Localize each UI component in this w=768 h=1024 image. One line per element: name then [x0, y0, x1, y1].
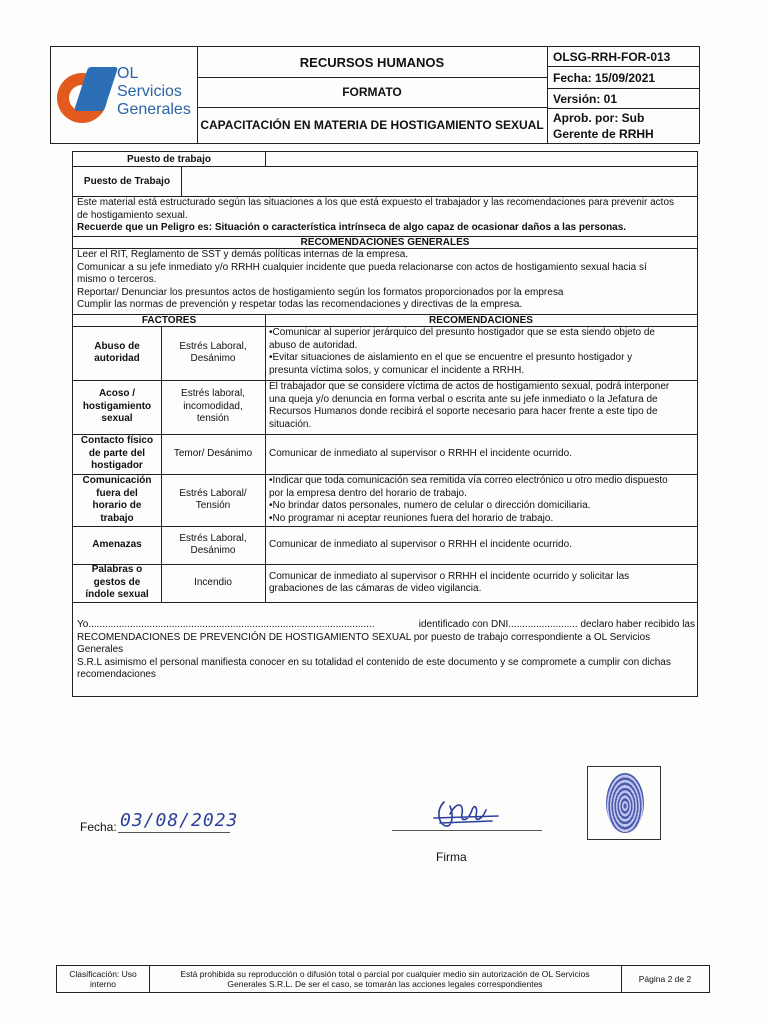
- effect-cell: Estrés laboral, incomodidad, tensión: [181, 388, 245, 425]
- general-recommendations-header: RECOMENDACIONES GENERALES: [300, 236, 470, 248]
- logo-text: [117, 65, 191, 119]
- fecha-handwritten[interactable]: 03/08/2023: [120, 810, 239, 831]
- header-meta: [547, 47, 699, 143]
- doc-date: Fecha: 15/09/2021: [547, 67, 699, 89]
- factor-cell: Acoso / hostigamiento sexual: [82, 388, 152, 425]
- puesto-label: Puesto de Trabajo: [83, 175, 171, 187]
- fecha-label: Fecha:: [80, 820, 117, 834]
- classification-cell: Clasificación: Uso interno: [69, 969, 137, 989]
- effect-cell: Estrés Laboral, Desánimo: [179, 340, 247, 364]
- doc-code: OLSG-RRH-FOR-013: [547, 47, 699, 67]
- firma-label: Firma: [436, 850, 467, 864]
- logo-text-line: Servicios: [117, 83, 182, 100]
- recommendation-bullet: • Comunicar al superior jerárquico del presunto hostigador que se esta siendo objeto de abuso de autoridad.: [269, 327, 695, 352]
- recommendation-cell: Comunicar de inmediato al supervisor o RRHH el incidente ocurrido.: [269, 538, 572, 550]
- thumbprint-box: [587, 766, 661, 840]
- hazard-definition: Recuerde que un Peligro es: Situación o característica intrínseca de algo capaz de ocasionar daños a las personas.: [77, 222, 627, 233]
- department-title: RECURSOS HUMANOS: [197, 47, 547, 78]
- logo-text-line: OL: [117, 65, 139, 82]
- fecha-underline: [118, 832, 230, 833]
- handwritten-signature-icon: [430, 796, 502, 834]
- general-line: mismo o terceros.: [77, 274, 157, 285]
- header-center: [197, 47, 548, 143]
- recommendation-bullet: • No brindar datos personales, numero de celular o dirección domiciliaria.: [269, 500, 695, 513]
- general-line: Leer el RIT, Reglamento de SST y demás políticas internas de la empresa.: [77, 249, 409, 260]
- page-number: Página 2 de 2: [638, 974, 692, 984]
- intro-text: [77, 197, 695, 235]
- factor-cell: Amenazas: [92, 538, 142, 550]
- puesto-header: Puesto de trabajo: [127, 153, 211, 165]
- recommendation-cell: [269, 327, 695, 377]
- recommendation-bullet: • Indicar que toda comunicación sea remitida vía correo electrónico u otro medio dispuesto por la empresa dentro del horario de trabajo.: [269, 475, 695, 500]
- recommendation-cell: Comunicar de inmediato al supervisor o RRHH el incidente ocurrido y solicitar las grabaciones de las cámaras de video vigilancia.: [269, 570, 630, 594]
- factor-cell: Palabras o gestos de índole sexual: [85, 564, 149, 601]
- recommendation-cell: El trabajador que se considere víctima de actos de hostigamiento sexual, podrá interponer una queja y/o denuncia en forma verbal o escrita ante su jefe inmediato o la Jefatura de Recursos Humanos donde recibirá el soporte necesario para hacer frente a este tipo de situación.: [269, 381, 670, 430]
- effect-cell: Estrés Laboral/ Tensión: [179, 487, 247, 511]
- company-logo: [51, 47, 198, 143]
- approval-line: Gerente de RRHH: [553, 127, 654, 141]
- doc-approval: [547, 109, 699, 143]
- doc-type: FORMATO: [197, 77, 547, 108]
- factor-cell: Comunicación fuera del horario de trabajo: [82, 475, 152, 524]
- general-line: Cumplir las normas de prevención y respetar todas las recomendaciones y directivas de la empresa.: [77, 299, 523, 310]
- intro-line: de hostigamiento sexual.: [77, 209, 188, 221]
- declaration-line: recomendaciones: [77, 669, 156, 680]
- general-recommendations: [77, 249, 695, 312]
- document-title: CAPACITACIÓN EN MATERIA DE HOSTIGAMIENTO SEXUAL: [200, 118, 544, 132]
- recommendation-bullet: • No programar ni aceptar reuniones fuera del horario de trabajo.: [269, 513, 695, 526]
- approval-line: Aprob. por: Sub: [553, 111, 645, 125]
- factor-cell: Abuso de autoridad: [94, 340, 140, 364]
- logo-text-line: Generales: [117, 101, 191, 118]
- col-recomendaciones: RECOMENDACIONES: [429, 314, 533, 326]
- puesto-input[interactable]: [181, 166, 697, 196]
- thumbprint-icon: [606, 773, 644, 833]
- document-header: [50, 46, 700, 144]
- declaration-text: [77, 619, 695, 682]
- training-form-table: [72, 151, 698, 697]
- col-factores: FACTORES: [141, 314, 197, 326]
- factor-cell: Contacto físico de parte del hostigador: [80, 435, 154, 472]
- intro-line: Este material está estructurado según las situaciones a los que está expuesto el trabajador y las recomendaciones para prevenir actos: [77, 197, 675, 208]
- doc-version: Versión: 01: [547, 89, 699, 109]
- reproduction-notice: Está prohibida su reproducción o difusión total o parcial por cualquier medio sin autorización de OL Servicios Generales S.R.L. De ser el caso, se tomarán las acciones legales correspondientes: [180, 969, 590, 989]
- general-line: Comunicar a su jefe inmediato y/o RRHH cualquier incidente que pueda relacionarse con actos de hostigamiento sexual hacia sí: [77, 261, 647, 273]
- recommendation-bullet: • Evitar situaciones de aislamiento en el que se encuentre el presunto hostigador y presunta víctima solos, y comunicar el incidente a RRHH.: [269, 352, 695, 377]
- declaration-line: RECOMENDACIONES DE PREVENCIÓN DE HOSTIGAMIENTO SEXUAL por puesto de trabajo correspondiente a OL Servicios Generales: [77, 631, 651, 655]
- effect-cell: Estrés Laboral, Desánimo: [179, 532, 247, 556]
- signature-line: [392, 830, 542, 831]
- declaration-name-blank[interactable]: Yo.......................................................................................................: [77, 619, 375, 630]
- document-footer: [56, 965, 710, 993]
- declaration-dni-blank[interactable]: identificado con DNI......................... declaro haber recibido las: [418, 619, 695, 630]
- recommendation-cell: Comunicar de inmediato al supervisor o RRHH el incidente ocurrido.: [269, 447, 572, 459]
- effect-cell: Incendio: [194, 576, 232, 588]
- effect-cell: Temor/ Desánimo: [173, 447, 253, 459]
- declaration-line: S.R.L asimismo el personal manifiesta conocer en su totalidad el contenido de este documento y se compromete a cumplir con dichas: [77, 656, 671, 668]
- recommendation-cell: [269, 475, 695, 525]
- general-line: Reportar/ Denunciar los presuntos actos de hostigamiento según los formatos proporcionados por la empresa: [77, 286, 564, 298]
